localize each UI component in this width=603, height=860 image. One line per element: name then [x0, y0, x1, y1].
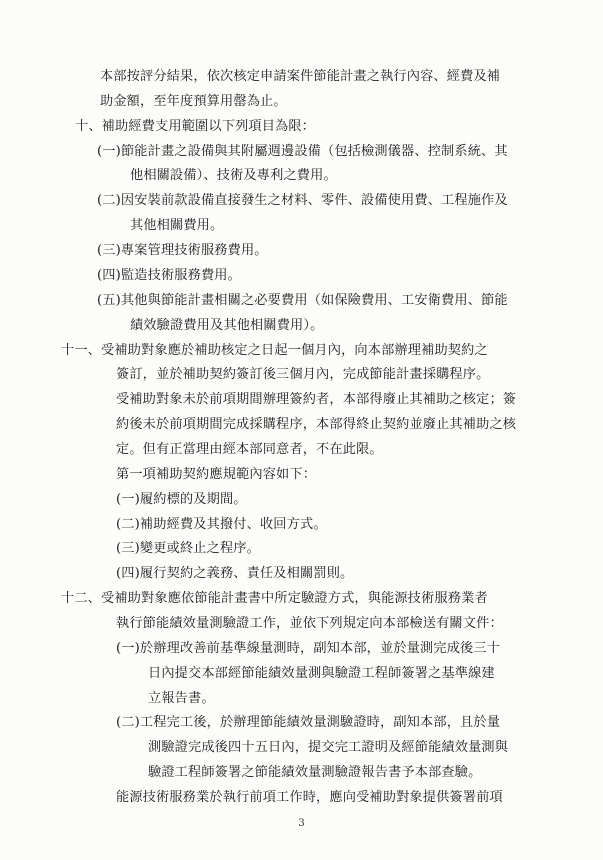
text-line: 他相關設備）、技術及專利之費用。	[130, 168, 337, 184]
text-line: 受補助對象未於前項期間辦理簽約者，本部得廢止其補助之核定；簽	[116, 392, 517, 408]
text-line: 約後未於前項期間完成採購程序，本部得終止契約並廢止其補助之核	[116, 417, 517, 433]
text-line: 立報告書。	[148, 690, 215, 706]
text-line: 執行節能績效量測驗證工作，並依下列規定向本部檢送有關文件：	[116, 616, 503, 631]
text-line: 日內提交本部經節能績效量測與驗證工程師簽署之基準線建	[148, 665, 495, 681]
text-line: (一)節能計畫之設備與其附屬週邊設備（包括檢測儀器、控制系統、其	[97, 143, 508, 159]
text-line: (一)於辦理改善前基準線量測時，副知本部，並於量測完成後三十	[116, 640, 501, 656]
text-line: 助金額，至年度預算用罄為止。	[100, 93, 287, 109]
section-heading: 十二、受補助對象應依節能計畫書中所定驗證方式，與能源技術服務業者	[61, 591, 488, 607]
text-line: 第一項補助契約應規範內容如下：	[116, 466, 317, 482]
section-heading: 十、補助經費支用範圍以下列項目為限：	[75, 118, 316, 134]
page-number: 3	[298, 818, 305, 829]
text-line: (二)工程完工後，於辦理節能績效量測驗證時，副知本部，且於量	[116, 715, 501, 731]
text-line: 其他相關費用。	[130, 218, 224, 234]
text-line: 能源技術服務業於執行前項工作時，應向受補助對象提供簽署前項	[116, 790, 503, 805]
text-line: (三)專案管理技術服務費用。	[97, 243, 268, 258]
text-line: 簽訂，並於補助契約簽訂後三個月內，完成節能計畫採購程序。	[116, 367, 490, 383]
text-line: (一)履約標的及期間。	[116, 491, 247, 507]
text-line: (二)補助經費及其撥付、收回方式。	[116, 516, 327, 532]
text-line: 驗證工程師簽署之節能績效量測驗證報告書予本部查驗。	[148, 765, 482, 781]
text-line: 績效驗證費用及其他相關費用）。	[130, 317, 324, 333]
text-line: 測驗證完成後四十五日內，提交完工證明及經節能績效量測與	[148, 740, 509, 756]
text-line: (四)監造技術服務費用。	[97, 267, 241, 283]
text-line: (二)因安裝前款設備直接發生之材料、零件、設備使用費、工程施作及	[97, 193, 508, 209]
text-line: 本部按評分結果，依次核定申請案件節能計畫之執行內容、經費及補	[100, 69, 501, 84]
text-line: (五)其他與節能計畫相關之必要費用（如保險費用、工安衛費用、節能	[97, 292, 508, 308]
text-line: (四)履行契約之義務、責任及相關罰則。	[116, 566, 354, 582]
text-line: 定。但有正當理由經本部同意者，不在此限。	[116, 441, 383, 457]
section-heading: 十一、受補助對象應於補助核定之日起一個月內，向本部辦理補助契約之	[61, 342, 488, 358]
text-line: (三)變更或終止之程序。	[116, 541, 260, 557]
